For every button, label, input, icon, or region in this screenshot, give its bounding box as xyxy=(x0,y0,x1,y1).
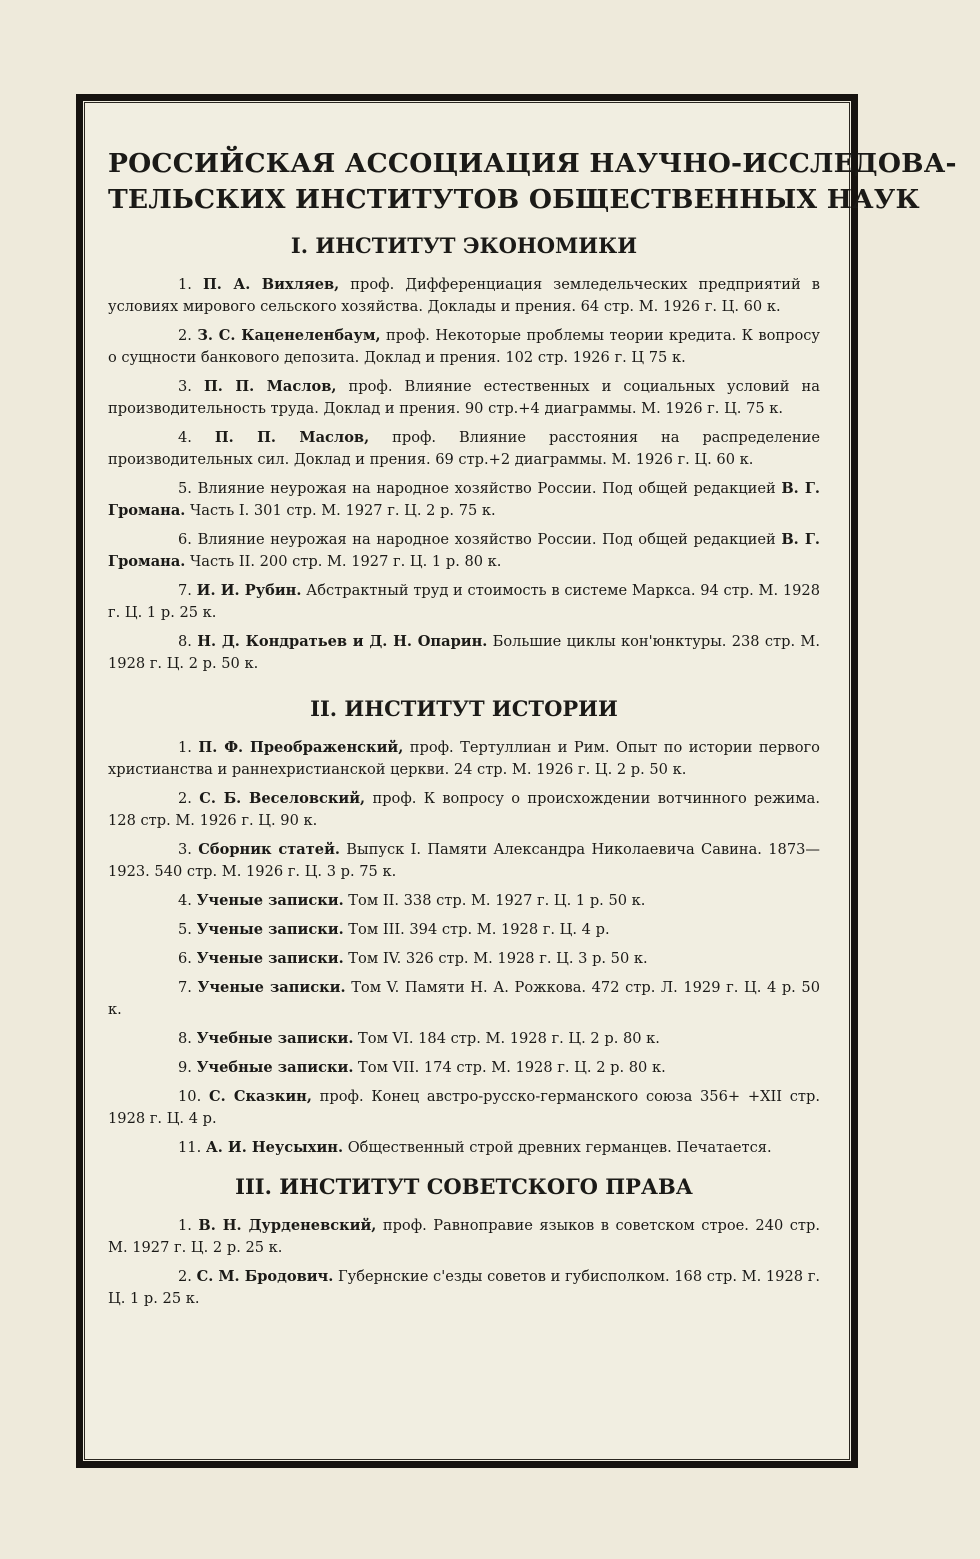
entry-number: 3. xyxy=(178,841,199,858)
entry-text: Том V. Памяти Н. А. Рожкова. 472 стр. Л. 1929 г. Ц. 4 р. 50 к. xyxy=(108,979,820,1018)
entry-number: 11. xyxy=(178,1139,206,1156)
entry-author: П. Ф. Преображенский, xyxy=(198,739,404,756)
entry-text: проф. Влияние естественных и социальных условий на производительность труда. Доклад и прения. 90 стр.+4 диаграммы. М. 1926 г. Ц. 75 к. xyxy=(108,378,820,417)
entry-text: проф. Влияние расстояния на распределение производительных сил. Доклад и прения. 69 стр.+2 диаграммы. М. 1926 г. Ц. 60 к. xyxy=(108,429,820,468)
section-heading: III. ИНСТИТУТ СОВЕТСКОГО ПРАВА xyxy=(235,1174,693,1199)
entry-number: 10. xyxy=(178,1088,209,1105)
bibliography-entry xyxy=(108,1266,820,1310)
page-content xyxy=(108,146,957,1317)
entry-author: С. Б. Веселовский, xyxy=(199,790,366,807)
entry-text: проф. Дифференциация земледельческих предприятий в условиях мирового сельского хозяйства. Доклады и прения. 64 стр. М. 1926 г. Ц. 60 к. xyxy=(108,276,820,315)
entry-author: Учебные записки. xyxy=(196,1059,354,1076)
bibliography-entry xyxy=(108,1057,820,1079)
bibliography-entry xyxy=(108,376,820,420)
entry-text: Часть II. 200 стр. М. 1927 г. Ц. 1 р. 80 к. xyxy=(185,553,502,570)
entry-author: Сборник статей. xyxy=(198,841,340,858)
bibliography-entry xyxy=(108,1028,820,1050)
entry-number: 8. xyxy=(178,1030,197,1047)
entry-number: 2. xyxy=(178,1268,197,1285)
entry-text: проф. Тертуллиан и Рим. Опыт по истории первого христианства и раннехристианской церкви. 24 стр. М. 1926 г. Ц. 2 р. 50 к. xyxy=(108,739,820,778)
bibliography-entry xyxy=(108,839,820,883)
entry-prefix: Влияние неурожая на народное хозяйство России. Под общей редакцией xyxy=(197,480,782,497)
entry-text: Абстрактный труд и стоимость в системе Маркса. 94 стр. М. 1928 г. Ц. 1 р. 25 к. xyxy=(108,582,820,621)
bibliography-entry xyxy=(108,274,820,318)
entry-author: В. Г. Громана. xyxy=(108,480,820,519)
entry-number: 5. xyxy=(178,921,197,938)
bibliography-entry xyxy=(108,788,820,832)
entry-author: П. А. Вихляев, xyxy=(202,276,340,293)
entry-number: 1. xyxy=(178,1217,199,1234)
entry-author: С. М. Бродович. xyxy=(196,1268,334,1285)
entry-text: Том II. 338 стр. М. 1927 г. Ц. 1 р. 50 к. xyxy=(343,892,646,909)
entry-number: 2. xyxy=(178,790,200,807)
entry-author: И. И. Рубин. xyxy=(196,582,302,599)
entry-author: Учебные записки. xyxy=(196,1030,354,1047)
entry-number: 3. xyxy=(178,378,204,395)
bibliography-entry xyxy=(108,737,820,781)
bibliography-entry xyxy=(108,1086,820,1130)
entry-text: Том III. 394 стр. М. 1928 г. Ц. 4 р. xyxy=(343,921,610,938)
entry-number: 1. xyxy=(178,276,203,293)
section-heading: I. ИНСТИТУТ ЭКОНОМИКИ xyxy=(290,233,638,258)
entry-number: 6. xyxy=(178,950,197,967)
entry-author: Ученые записки. xyxy=(196,892,344,909)
entry-author: В. Н. Дурденевский, xyxy=(198,1217,377,1234)
entry-author: П. П. Маслов, xyxy=(214,429,370,446)
bibliography-entry xyxy=(108,478,820,522)
entry-prefix: Влияние неурожая на народное хозяйство России. Под общей редакцией xyxy=(197,531,782,548)
bibliography-entry xyxy=(108,919,820,941)
entry-number: 4. xyxy=(178,892,197,909)
title-line-2: ТЕЛЬСКИХ ИНСТИТУТОВ ОБЩЕСТВЕННЫХ НАУК xyxy=(108,184,920,215)
entry-text: Том VII. 174 стр. М. 1928 г. Ц. 2 р. 80 к. xyxy=(353,1059,666,1076)
entry-text: Часть I. 301 стр. М. 1927 г. Ц. 2 р. 75 к. xyxy=(185,502,496,519)
entry-number: 6. xyxy=(178,531,198,548)
bibliography-entry xyxy=(108,890,820,912)
entry-author: А. И. Неусыхин. xyxy=(205,1139,344,1156)
entry-text: проф. Конец австро-русско-германского союза 356+ +XII стр. 1928 г. Ц. 4 р. xyxy=(108,1088,820,1127)
entry-author: П. П. Маслов, xyxy=(204,378,337,395)
bibliography-entry xyxy=(108,977,820,1021)
bibliography-entry xyxy=(108,529,820,573)
entry-number: 7. xyxy=(178,582,197,599)
entry-number: 4. xyxy=(178,429,215,446)
entry-author: З. С. Каценеленбаум, xyxy=(197,327,381,344)
entry-number: 2. xyxy=(178,327,198,344)
entry-author: Ученые записки. xyxy=(196,921,344,938)
entry-number: 9. xyxy=(178,1059,197,1076)
entry-text: Выпуск I. Памяти Александра Николаевича Савина. 1873—1923. 540 стр. М. 1926 г. Ц. 3 р. 75 к. xyxy=(108,841,820,880)
page-title xyxy=(108,146,957,218)
bibliography-entry xyxy=(108,580,820,624)
entry-text: проф. Некоторые проблемы теории кредита. К вопросу о сущности банкового депозита. Доклад и прения. 102 стр. 1926 г. Ц 75 к. xyxy=(108,327,820,366)
entry-text: Большие циклы кон'юнктуры. 238 стр. М. 1928 г. Ц. 2 р. 50 к. xyxy=(108,633,820,672)
entry-number: 5. xyxy=(178,480,198,497)
entry-number: 1. xyxy=(178,739,199,756)
entry-number: 7. xyxy=(178,979,198,996)
entry-author: Н. Д. Кондратьев и Д. Н. Опарин. xyxy=(197,633,488,650)
sections-list xyxy=(108,232,820,1310)
entry-author: Ученые записки. xyxy=(196,950,344,967)
section-heading: II. ИНСТИТУТ ИСТОРИИ xyxy=(310,696,618,721)
entry-text: Губернские с'езды советов и губисполком. 168 стр. М. 1928 г. Ц. 1 р. 25 к. xyxy=(108,1268,820,1307)
bibliography-entry xyxy=(108,1137,820,1159)
entry-text: Общественный строй древних германцев. Печатается. xyxy=(343,1139,772,1156)
entry-text: Том IV. 326 стр. М. 1928 г. Ц. 3 р. 50 к. xyxy=(343,950,648,967)
entry-text: проф. Равноправие языков в советском строе. 240 стр. М. 1927 г. Ц. 2 р. 25 к. xyxy=(108,1217,820,1256)
entry-author: Ученые записки. xyxy=(197,979,346,996)
entry-number: 8. xyxy=(178,633,198,650)
bibliography-entry xyxy=(108,325,820,369)
bibliography-entry xyxy=(108,948,820,970)
title-line-1: РОССИЙСКАЯ АССОЦИАЦИЯ НАУЧНО-ИССЛЕДОВА- xyxy=(108,148,957,179)
bibliography-entry xyxy=(108,631,820,675)
entry-author: В. Г. Громана. xyxy=(108,531,820,570)
bibliography-entry xyxy=(108,1215,820,1259)
entry-author: С. Сказкин, xyxy=(208,1088,312,1105)
bibliography-entry xyxy=(108,427,820,471)
entry-text: проф. К вопросу о происхождении вотчинного режима. 128 стр. М. 1926 г. Ц. 90 к. xyxy=(108,790,820,829)
entry-text: Том VI. 184 стр. М. 1928 г. Ц. 2 р. 80 к. xyxy=(353,1030,660,1047)
